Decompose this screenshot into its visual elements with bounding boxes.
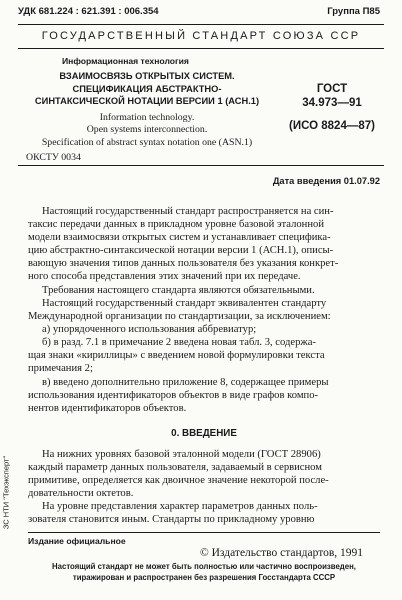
category-label: Информационная технология (62, 56, 189, 66)
text-line: Настоящий государственный стандарт эквивалентен стандарту (42, 298, 327, 309)
title-ru (26, 70, 268, 108)
notice-line: Настоящий стандарт не может быть полностью или частично воспроизведен, (52, 562, 356, 571)
text-line: довательности октетов. (28, 488, 134, 500)
text-line: примечания 2; (28, 363, 93, 375)
text-line: Требования настоящего стандарта являются обязательными. (42, 285, 315, 296)
title-en-line: Specification of abstract syntax notation one (ASN.1) (41, 136, 253, 148)
okstu-code: ОКСТУ 0034 (26, 152, 81, 163)
footer-rule (28, 532, 380, 533)
copyright-line (200, 547, 363, 559)
text-line: каждый параметр данных пользователя, задаваемый в сервисном (28, 462, 322, 474)
text-line: нентов идентификаторов объектов. (28, 402, 187, 414)
header-rule (18, 24, 384, 25)
text-line: ного способа представления этих значений при их передаче. (28, 271, 301, 283)
text-line: таксис передачи данных в прикладном уровне базовой эталонной (28, 219, 324, 231)
text-line: На нижних уровнях базовой эталонной модели (ГОСТ 28906) (42, 449, 321, 460)
reproduction-notice (28, 561, 380, 583)
official-edition: Издание официальное (28, 536, 126, 546)
header-rule-2 (18, 48, 384, 49)
paragraph-equivalence (28, 297, 380, 415)
text-line: вающую значения типов данных пользователя без указания конкрет- (28, 258, 339, 270)
text-line: модели взаимосвязи открытых систем и устанавливает специфика- (28, 232, 331, 244)
title-ru-line: ВЗАИМОСВЯЗЬ ОТКРЫТЫХ СИСТЕМ. (59, 71, 235, 81)
iso-reference: (ИСО 8824—87) (289, 120, 375, 132)
group-code: Группа П85 (327, 6, 380, 17)
list-item-a: а) упорядоченного использования аббревиатур; (42, 324, 257, 336)
text-line: цию абстрактно-синтаксической нотации версии 1 (АСН.1), описы- (28, 245, 334, 257)
title-en (26, 112, 268, 149)
section-heading: 0. ВВЕДЕНИЕ (171, 428, 237, 439)
text-line: Международной организации по стандартизации, за исключением: (28, 311, 331, 323)
copyright-text: Издательство стандартов, 1991 (211, 547, 364, 559)
text-line: щая знаки «кириллицы» с введением новой формулировки текста (28, 350, 325, 362)
paragraph-requirements (28, 284, 380, 297)
copyright-icon: © (200, 547, 209, 559)
gost-label: ГОСТ (316, 83, 348, 95)
notice-line: тиражирован и распространен без разрешения Госстандарта СССР (72, 573, 336, 582)
paragraph-lower-levels (28, 448, 380, 527)
udk-code: УДК 681.224 : 621.391 : 006.354 (18, 6, 159, 17)
text-line: Настоящий государственный стандарт распространяется на син- (42, 206, 334, 217)
text-line: зователя становится иным. Стандарты по прикладному уровню (28, 514, 315, 526)
text-line: На уровне представления характер параметров данных поль- (42, 501, 318, 513)
title-en-line: Open systems interconnection. (86, 124, 208, 136)
text-line: использования идентификаторов объектов в виде графов компо- (28, 389, 319, 401)
list-item-c: в) введено дополнительно приложение 8, содержащее примеры (42, 376, 329, 388)
title-en-line: Information technology. (99, 112, 195, 123)
title-ru-line: СПЕЦИФИКАЦИЯ АБСТРАКТНО- (72, 83, 222, 94)
gost-number: 34.973—91 (302, 97, 362, 109)
paragraph-scope (28, 205, 380, 284)
state-standard-title: ГОСУДАРСТВЕННЫЙ СТАНДАРТ СОЮЗА ССР (41, 30, 361, 42)
title-rule (18, 165, 384, 166)
side-stamp: ЗС НТИ "Техэксперт" (1, 455, 11, 530)
list-item-b: б) в разд. 7.1 в примечание 2 введена новая табл. 3, содержа- (42, 337, 316, 349)
intro-date: Дата введения 01.07.92 (272, 176, 380, 186)
title-ru-line: СИНТАКСИЧЕСКОЙ НОТАЦИИ ВЕРСИИ 1 (АСН.1) (34, 96, 260, 106)
text-line: примитиве, определяется как двоичное значение некоторой после- (28, 475, 329, 487)
